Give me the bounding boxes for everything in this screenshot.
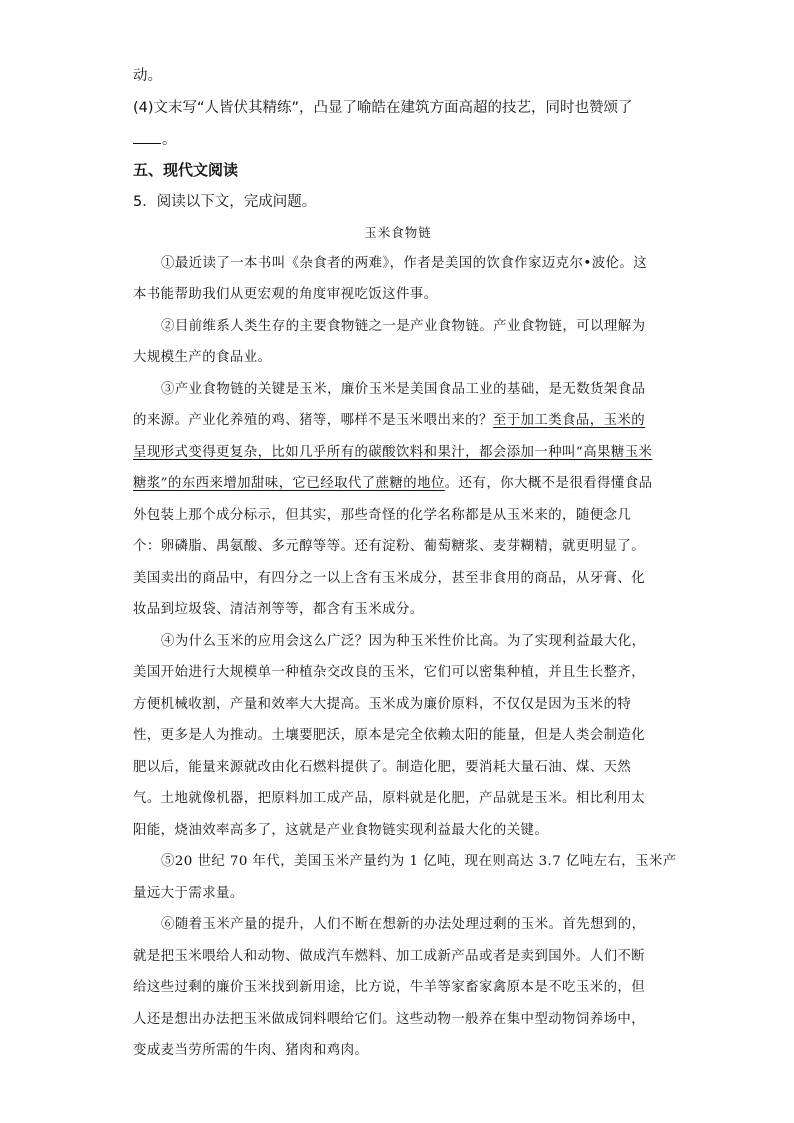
article-title: 玉米食物链 <box>364 225 432 240</box>
paragraph-3-line-3 <box>133 443 663 463</box>
paragraph-4-line-4: 性，更多是人为推动。土壤要肥沃，原本是完全依赖太阳的能量，但是人类会制造化 <box>133 728 646 743</box>
paragraph-3-line-8: 妆品到垃圾袋、清洁剂等等，都含有玉米成分。 <box>133 602 424 617</box>
blank-period: 。 <box>162 132 177 148</box>
paragraph-6-line-4: 人还是想出办法把玉米做成饲料喂给它们。这些动物一般养在集中型动物饲养场中， <box>133 1012 646 1027</box>
section-heading: 五、现代文阅读 <box>133 161 239 179</box>
paragraph-6-line-2: 就是把玉米喂给人和动物、做成汽车燃料、加工成新产品或者是卖到国外。人们不断 <box>133 949 646 964</box>
q4-continuation: 动。 <box>133 68 162 84</box>
paragraph-3-line-1: ③产业食物链的关键是玉米，廉价玉米是美国食品工业的基础，是无数货架食品 <box>161 382 646 397</box>
question-4-item <box>133 98 663 118</box>
paragraph-3-line-7: 美国卖出的商品中，有四分之一以上含有玉米成分，甚至非食用的商品，从牙膏、化 <box>133 571 646 586</box>
underlined-sentence-start: 至于加工类食品，玉米的 <box>492 413 646 428</box>
paragraph-1-line-1: ①最近读了一本书叫《杂食者的两难》，作者是美国的饮食作家迈克尔•波伦。这 <box>161 256 648 271</box>
answer-blank <box>133 130 161 144</box>
paragraph-4-line-7: 阳能，烧油效率高多了，这就是产业食物链实现利益最大化的关键。 <box>133 823 549 838</box>
paragraph-6-line-1: ⑥随着玉米产量的提升，人们不断在想新的办法处理过剩的玉米。首先想到的， <box>161 917 646 932</box>
paragraph-6-line-5: 变成麦当劳所需的牛肉、猪肉和鸡肉。 <box>133 1043 369 1058</box>
paragraph-4-line-5: 肥以后，能量来源就改由化石燃料提供了。制造化肥，要消耗大量石油、煤、天然 <box>133 760 632 775</box>
underlined-sentence-middle: 呈现形式变得更复杂，比如几乎所有的碳酸饮料和果汁，都会添加一种叫“高果糖玉米 <box>133 445 653 460</box>
paragraph-6-line-3: 给这些过剩的廉价玉米找到新用途，比方说，牛羊等家畜家禽原本是不吃玉米的，但 <box>133 980 646 995</box>
paragraph-3-line-2-plain: 的来源。产业化养殖的鸡、猪等，哪样不是玉米喂出来的？ <box>133 413 493 428</box>
question-5-prompt: 5．阅读以下文，完成问题。 <box>133 194 317 210</box>
paragraph-3-line-4-plain: 。还有，你大概不是很看得懂食品 <box>444 476 653 491</box>
paragraph-4-line-6: 气。土地就像机器，把原料加工成产品，原料就是化肥，产品就是玉米。相比利用太 <box>133 791 646 806</box>
paragraph-4-line-3: 方便机械收割，产量和效率大大提高。玉米成为廉价原料，不仅仅是因为玉米的特 <box>133 697 632 712</box>
underlined-sentence-end: 糖浆”的东西来增加甜味，它已经取代了蔗糖的地位 <box>133 476 445 491</box>
answer-blank-line <box>133 130 663 150</box>
paragraph-3-line-5: 外包装上那个成分标示，但其实，那些奇怪的化学名称都是从玉米来的，随便念几 <box>133 508 632 523</box>
paragraph-2-line-2: 大规模生产的食品业。 <box>133 350 272 365</box>
paragraph-2-line-1: ②目前维系人类生存的主要食物链之一是产业食物链。产业食物链，可以理解为 <box>161 319 646 334</box>
paragraph-1-line-2: 本书能帮助我们从更宏观的角度审视吃饭这件事。 <box>133 287 438 302</box>
paragraph-4-line-1: ④为什么玉米的应用会这么广泛？因为种玉米性价比高。为了实现利益最大化， <box>161 634 646 649</box>
paragraph-3-line-2 <box>133 411 663 431</box>
paragraph-4-line-2: 美国开始进行大规模单一种植杂交改良的玉米，它们可以密集种植，并且生长整齐， <box>133 665 646 680</box>
question-4-text: (4)文末写“人皆伏其精练”，凸显了喻皓在建筑方面高超的技艺，同时也赞颂了 <box>133 100 633 116</box>
paragraph-3-line-6: 个：卵磷脂、禺氨酸、多元醇等等。还有淀粉、葡萄糖浆、麦芽糊精，就更明显了。 <box>133 539 646 554</box>
paragraph-5-line-1: ⑤20 世纪 70 年代，美国玉米产量约为 1 亿吨，现在则高达 3.7 亿吨左右，玉米产 <box>161 854 677 869</box>
paragraph-3-line-4 <box>133 474 663 494</box>
paragraph-5-line-2: 量远大于需求量。 <box>133 886 244 901</box>
